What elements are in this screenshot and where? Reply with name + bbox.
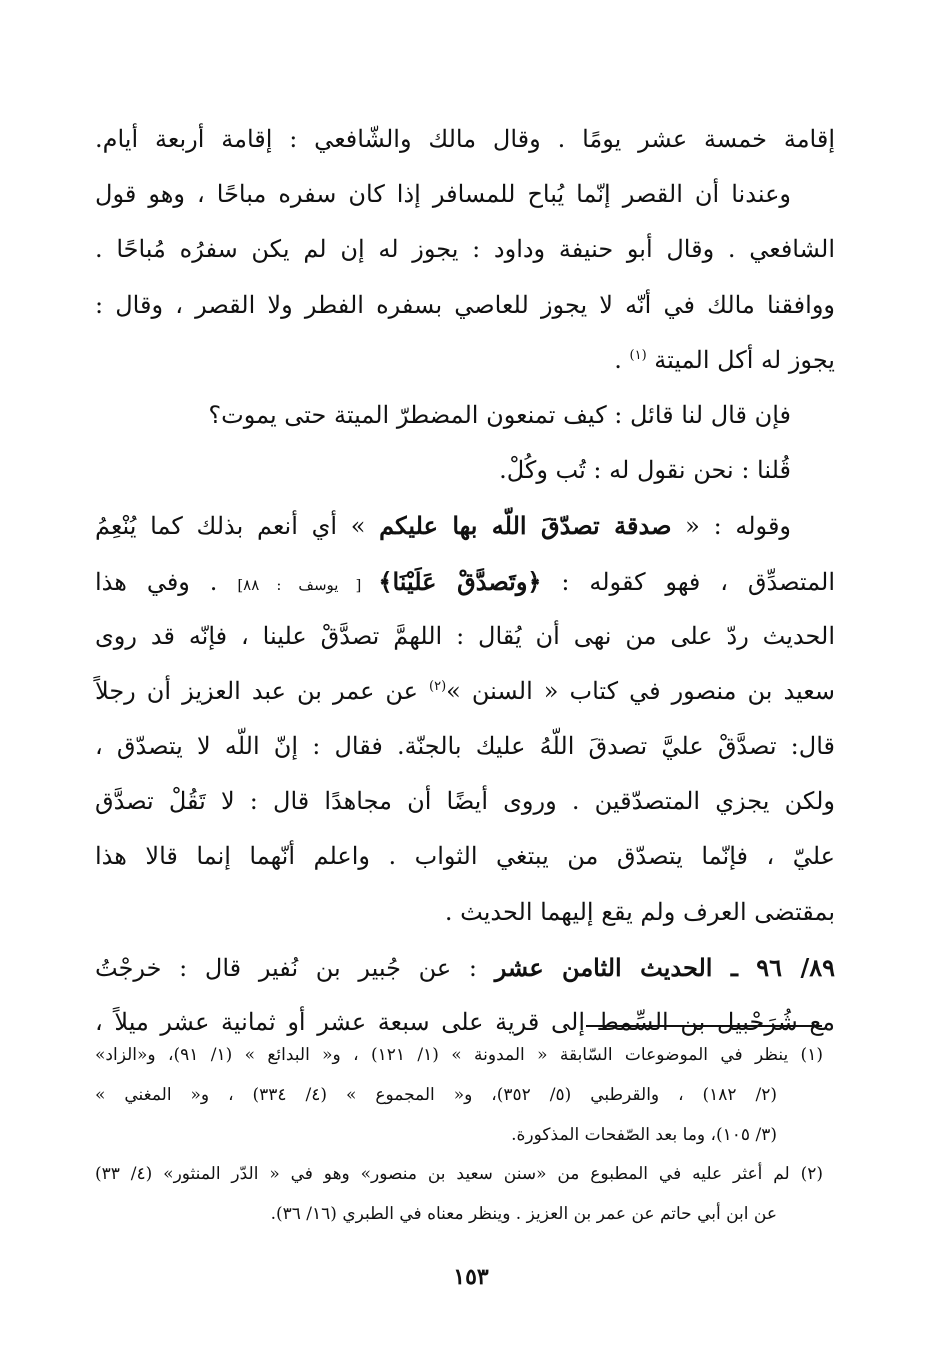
text-span: المتصدِّق ، فهو كقوله : — [541, 567, 836, 596]
text-span: وقوله : « — [671, 512, 792, 541]
emphasis-text: ﴿وتَصدَّقْ عَلَيْنَا﴾ — [378, 566, 542, 596]
footnote-line: (٣/ ١٠٥)، وما بعد الصّفحات المذكورة. — [511, 1124, 777, 1145]
text-line — [95, 333, 835, 388]
text-line — [95, 443, 835, 498]
text-span: : عن جُبير بن نُفير قال : خرجْتُ — [95, 953, 495, 982]
text-span: ولكن يجزي المتصدّقين . وروى أيضًا أن مجاهدًا قال : لا تَقُلْ تصدَّق — [95, 787, 835, 816]
footnote-line: (٢/ ١٨٢) ، والقرطبي (٥/ ٣٥٢)، و« المجموع » (٤/ ٣٣٤) ، و« المغني » — [95, 1084, 778, 1105]
text-span: فإن قال لنا قائل : كيف تمنعون المضطرّ الميتة حتى يموت؟ — [208, 400, 791, 429]
footnote-line: (١) ينظر في الموضوعات السّابقة « المدونة » (١/ ١٢١) ، و« البدائع » (١/ ٩١)، و«الزاد» — [95, 1045, 823, 1065]
text-span: الشافعي . وقال أبو حنيفة وداود : يجوز له إن لم يكن سفرُه مُباحًا . — [95, 235, 835, 264]
text-line — [95, 498, 835, 553]
text-span: سعيد بن منصور في كتاب « السنن » — [446, 676, 835, 705]
footnote-marker: (١) — [629, 347, 647, 363]
text-line — [95, 719, 835, 774]
footnotes — [95, 1036, 823, 1235]
text-line — [95, 112, 835, 167]
footnote-line: (٢) لم أعثر عليه في المطبوع من «سنن سعيد بن منصور» وهو في « الدّر المنثور» (٤/ ٣٣) — [95, 1164, 823, 1185]
text-span: عن عمر بن عبد العزيز أن رجلاً — [95, 676, 430, 705]
page-number: ١٥٣ — [453, 1264, 489, 1290]
text-line — [95, 664, 835, 719]
text-span: يجوز له أكل الميتة — [646, 345, 835, 374]
text-line — [95, 609, 835, 664]
text-span: قال: تصدَّقْ عليَّ تصدقَ اللّهُ عليك بالجنّة. فقال : إنّ اللّه لا يتصدّق ، — [95, 732, 835, 761]
text-span: ووافقنا مالك في أنّه لا يجوز للعاصي بسفره الفطر ولا القصر ، وقال : — [95, 290, 835, 319]
footnote-separator — [586, 1025, 822, 1027]
text-line — [95, 278, 835, 333]
text-line — [95, 940, 835, 995]
footnote-marker: (٢) — [429, 678, 447, 694]
footnote-line: عن ابن أبي حاتم عن عمر بن العزيز . وينظر معناه في الطبري (١٦/ ٣٦). — [270, 1204, 777, 1225]
text-line — [95, 885, 835, 940]
text-line — [95, 222, 835, 277]
text-span: وعندنا أن القصر إنّما يُباح للمسافر إذا كان سفره مباحًا ، وهو قول — [95, 180, 791, 209]
text-line — [95, 554, 835, 609]
main-text — [95, 112, 835, 1050]
text-span: . وفي هذا — [95, 567, 238, 596]
text-span: عليّ ، فإنّما يتصدّق من يبتغي الثواب . واعلم أنّهما إنما قالا هذا — [95, 842, 835, 871]
emphasis-text: ٨٩/ ٩٦ ـ الحديث الثامن عشر — [494, 952, 836, 982]
text-span: مع شُرَحْبيل بن السِّمط إلى قرية على سبعة عشر أو ثمانية عشر ميلاً ، — [95, 1008, 835, 1036]
text-line — [95, 829, 835, 884]
text-line — [95, 388, 835, 443]
text-span: إقامة خمسة عشر يومًا . وقال مالك والشّافعي : إقامة أربعة أيام. — [95, 125, 835, 153]
text-span: » أي أنعم بذلك كما يُنْعِمُ — [95, 512, 380, 541]
text-line — [95, 774, 835, 829]
text-line — [95, 167, 835, 222]
text-span: . — [614, 345, 630, 374]
text-span: بمقتضى العرف ولم يقع إليهما الحديث . — [444, 897, 835, 926]
text-span: قُلنا : نحن نقول له : تُب وكُلْ. — [499, 456, 791, 485]
text-span: الحديث ردّ على من نهى أن يُقال : اللهمَّ تصدَّقْ علينا ، فإنّه قد روى — [95, 621, 835, 650]
emphasis-text: صدقة تصدّقَ اللّه بها عليكم — [379, 511, 672, 541]
text-span: [ يوسف : ٨٨] — [237, 575, 379, 594]
